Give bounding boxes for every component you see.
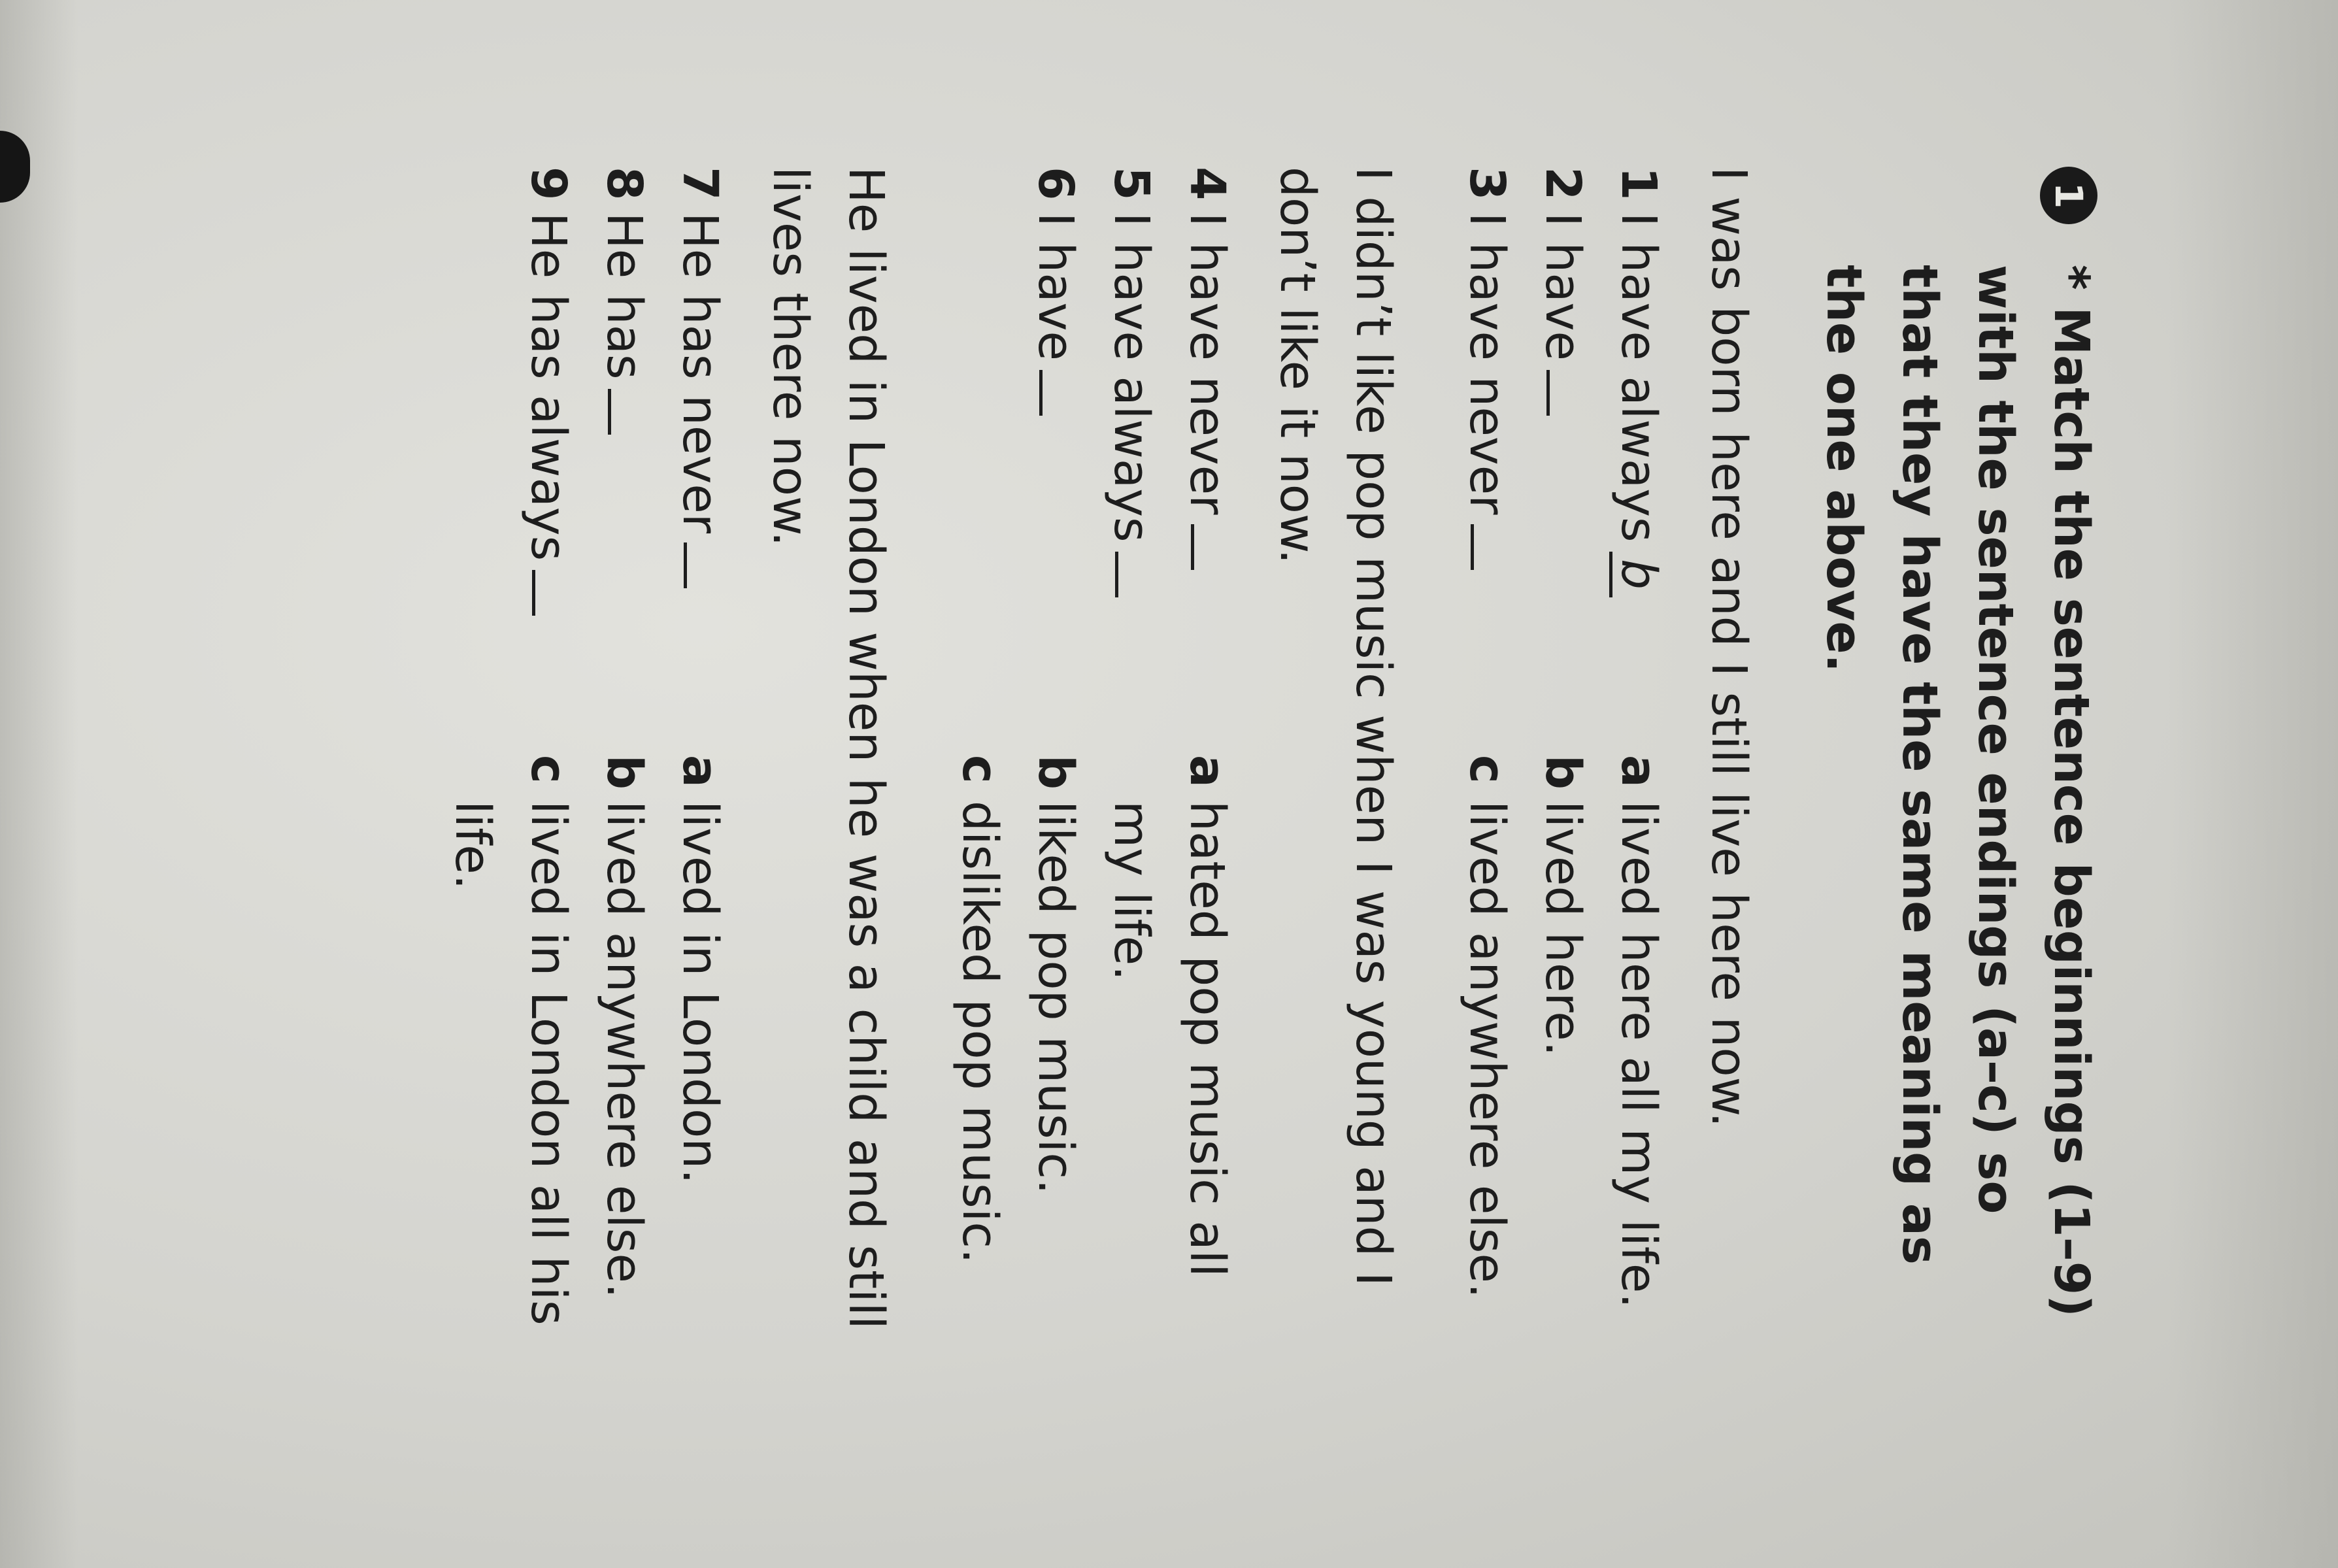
- item-number: 8: [596, 167, 652, 201]
- answer-blank[interactable]: [1546, 370, 1550, 416]
- beginning-item: [1601, 167, 1677, 755]
- ending-item: [1525, 755, 1601, 1343]
- item-letter: b: [1535, 755, 1591, 790]
- item-number: 6: [1027, 167, 1084, 201]
- item-text: He has never: [672, 212, 728, 534]
- beginning-item: [1094, 167, 1169, 755]
- beginning-item: [662, 167, 738, 755]
- answer-blank[interactable]: [608, 389, 611, 435]
- beginning-item: [510, 167, 586, 755]
- ending-item: [1449, 755, 1525, 1343]
- endings-list: [435, 755, 738, 1343]
- item-text: He has always: [520, 212, 576, 561]
- item-number: 3: [1459, 167, 1515, 201]
- answer-blank[interactable]: [532, 570, 535, 616]
- ending-item: [1094, 755, 1245, 1343]
- item-text: I have always: [1103, 212, 1160, 542]
- beginnings-list: [1449, 167, 1677, 755]
- item-number: 2: [1535, 167, 1591, 201]
- beginning-item: [1169, 167, 1245, 755]
- item-text: I have always: [1611, 212, 1667, 542]
- ending-item: [662, 755, 738, 1343]
- answer-blank[interactable]: [684, 542, 687, 588]
- ending-item: [435, 755, 586, 1343]
- item-text: I have never: [1459, 212, 1515, 515]
- item-text: I have: [1027, 212, 1084, 361]
- ending-item: [586, 755, 662, 1343]
- item-letter: a: [1179, 755, 1235, 788]
- beginning-item: [1018, 167, 1094, 755]
- item-text: lived here all my life.: [1611, 801, 1667, 1309]
- item-number: 9: [520, 167, 576, 201]
- item-letter: b: [596, 755, 652, 790]
- exercise-number-badge: 1: [2040, 167, 2097, 224]
- item-text: lived in London all his life.: [444, 801, 576, 1326]
- item-letter: b: [1027, 755, 1084, 790]
- beginnings-list: [435, 167, 738, 755]
- group-lead-sentence: I was born here and I still live here now.: [1701, 167, 1757, 1127]
- item-text: I have never: [1179, 212, 1235, 515]
- answer-blank[interactable]: [1471, 524, 1474, 570]
- endings-list: [942, 755, 1245, 1343]
- item-number: 1: [1611, 167, 1667, 201]
- answer-blank[interactable]: [1039, 370, 1043, 416]
- ending-item: [1601, 755, 1677, 1343]
- item-letter: c: [952, 755, 1008, 784]
- item-number: 4: [1179, 167, 1235, 201]
- ending-item: [942, 755, 1018, 1343]
- group-lead-sentence: I didn’t like pop music when I was young and I don’t like it now.: [1269, 167, 1401, 1286]
- answer-blank[interactable]: b: [1609, 552, 1665, 597]
- answer-blank[interactable]: [1115, 552, 1118, 597]
- exercise-header: [1806, 167, 2109, 1343]
- item-number: 7: [672, 167, 728, 201]
- item-letter: a: [672, 755, 728, 788]
- beginnings-list: [942, 167, 1245, 755]
- exercise-instruction: * Match the sentence beginnings (1–9) with the sentence endings (a–c) so that they have the same meaning as the one above.: [1816, 265, 2099, 1318]
- item-text: disliked pop music.: [952, 801, 1008, 1264]
- sentence-group-2: [942, 167, 1411, 1343]
- beginning-item: [586, 167, 662, 755]
- group-lead-sentence: He lived in London when he was a child and still lives there now.: [762, 167, 894, 1329]
- sentence-group-3: [435, 167, 904, 1343]
- item-number: 5: [1103, 167, 1160, 201]
- item-text: He has: [596, 212, 652, 380]
- endings-list: [1449, 755, 1677, 1343]
- item-letter: a: [1611, 755, 1667, 788]
- item-letter: c: [520, 755, 576, 784]
- item-text: lived anywhere else.: [596, 801, 652, 1299]
- item-text: liked pop music.: [1027, 801, 1084, 1195]
- item-text: hated pop music all my life.: [1103, 801, 1235, 1277]
- beginning-item: [1525, 167, 1601, 755]
- sentence-group-1: [1449, 167, 1767, 1343]
- beginning-item: [1449, 167, 1525, 755]
- item-text: lived here.: [1535, 801, 1591, 1057]
- item-text: I have: [1535, 212, 1591, 361]
- item-text: lived anywhere else.: [1459, 801, 1515, 1299]
- ending-item: [1018, 755, 1094, 1343]
- item-text: lived in London.: [672, 801, 728, 1184]
- answer-blank[interactable]: [1191, 524, 1194, 570]
- item-letter: c: [1459, 755, 1515, 784]
- exercise-1: [397, 167, 2109, 1343]
